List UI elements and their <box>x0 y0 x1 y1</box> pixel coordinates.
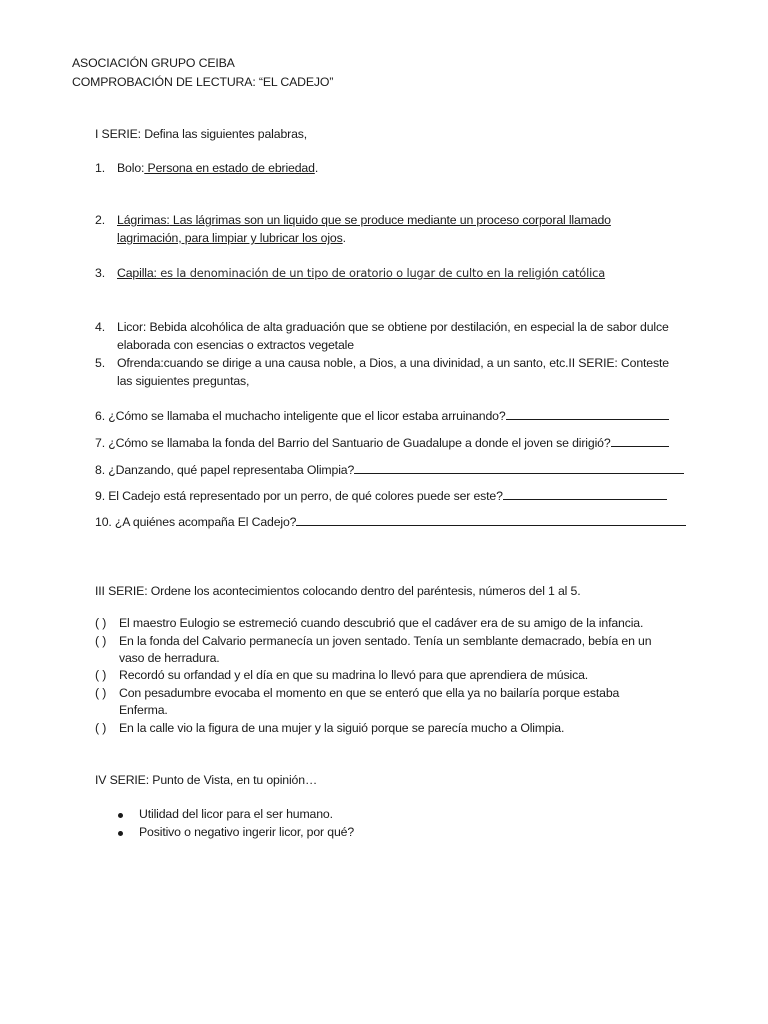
opinion-item-1: Utilidad del licor para el ser humano. <box>139 807 333 821</box>
serie4-heading: IV SERIE: Punto de Vista, en tu opinión… <box>95 773 318 787</box>
definition-text: Persona en estado de ebriedad <box>144 161 315 175</box>
term-label: Lágrimas: <box>117 213 170 227</box>
serie3-item-3 <box>95 668 588 683</box>
serie1-item-1 <box>95 161 318 176</box>
event-text: El maestro Eulogio se estremeció cuando descubrió que el cadáver era de su amigo de la infancia. <box>119 616 644 630</box>
serie1-item-4 <box>95 320 669 335</box>
item-number: 1. <box>95 161 105 175</box>
term-label: Licor: <box>117 320 147 334</box>
definition-end: . <box>342 231 346 245</box>
answer-blank[interactable] <box>506 408 669 420</box>
order-box[interactable]: ( ) <box>95 721 107 735</box>
question-7 <box>95 435 669 451</box>
question-9 <box>95 488 667 504</box>
event-text: Con pesadumbre evocaba el momento en que se enteró que ella ya no bailaría porque estaba <box>119 686 620 700</box>
order-box[interactable]: ( ) <box>95 668 107 682</box>
question-text: 6. ¿Cómo se llamaba el muchacho inteligente que el licor estaba arruinando? <box>95 409 506 423</box>
definition-end: . <box>314 161 319 175</box>
serie1-item-2-cont <box>117 231 346 246</box>
item-number: 2. <box>95 213 105 227</box>
term-label: Ofrenda: <box>117 356 164 370</box>
document-title: COMPROBACIÓN DE LECTURA: “EL CADEJO” <box>72 75 334 89</box>
serie3-item-4-cont: Enferma. <box>119 703 168 717</box>
opinion-item-2: Positivo o negativo ingerir licor, por qué? <box>139 825 355 839</box>
answer-blank[interactable] <box>296 514 686 526</box>
definition-text: es la denominación de un tipo de oratorio o lugar de culto en la religión católica <box>156 266 606 280</box>
serie3-item-4 <box>95 686 619 701</box>
org-name: ASOCIACIÓN GRUPO CEIBA <box>72 56 235 70</box>
serie1-item-5-cont: las siguientes preguntas, <box>117 374 250 388</box>
definition-text: lagrimación, para limpiar y lubricar los ojos <box>117 231 343 245</box>
item-number: 5. <box>95 356 105 370</box>
question-text: 8. ¿Danzando, qué papel representaba Olimpia? <box>95 463 355 477</box>
serie3-item-2-cont: vaso de herradura. <box>119 651 220 665</box>
order-box[interactable]: ( ) <box>95 634 107 648</box>
definition-text: cuando se dirige a una causa noble, a Dios, a una divinidad, a un santo, etc.II SERIE: Conteste <box>163 356 669 370</box>
answer-blank[interactable] <box>503 488 667 500</box>
serie3-item-1 <box>95 616 643 631</box>
serie3-item-5 <box>95 721 564 736</box>
question-10 <box>95 514 686 530</box>
definition-text: Las lágrimas son un liquido que se produce mediante un proceso corporal llamado <box>169 213 611 227</box>
item-number: 3. <box>95 266 105 280</box>
definition-text: Bebida alcohólica de alta graduación que se obtiene por destilación, en especial la de sabor dulce <box>146 320 669 334</box>
question-text: 7. ¿Cómo se llamaba la fonda del Barrio del Santuario de Guadalupe a donde el joven se dirigió? <box>95 436 611 450</box>
serie1-item-3 <box>95 266 605 281</box>
term-label: Capilla: <box>117 266 157 280</box>
serie1-heading: I SERIE: Defina las siguientes palabras, <box>95 127 308 141</box>
event-text: En la calle vio la figura de una mujer y la siguió porque se parecía mucho a Olimpia. <box>119 721 565 735</box>
question-6 <box>95 408 669 424</box>
bullet-icon <box>118 813 123 818</box>
event-text: En la fonda del Calvario permanecía un joven sentado. Tenía un semblante demacrado, bebía en un <box>119 634 652 648</box>
order-box[interactable]: ( ) <box>95 686 107 700</box>
item-number: 4. <box>95 320 105 334</box>
question-8 <box>95 462 684 478</box>
bullet-icon <box>118 831 123 836</box>
question-text: 9. El Cadejo está representado por un perro, de qué colores puede ser este? <box>95 489 503 503</box>
order-box[interactable]: ( ) <box>95 616 107 630</box>
term-label: Bolo: <box>117 161 145 175</box>
serie3-heading: III SERIE: Ordene los acontecimientos colocando dentro del paréntesis, números del 1 al 5. <box>95 584 581 598</box>
event-text: Recordó su orfandad y el día en que su madrina lo llevó para que aprendiera de música. <box>119 668 589 682</box>
question-text: 10. ¿A quiénes acompaña El Cadejo? <box>95 515 297 529</box>
serie1-item-5 <box>95 356 669 371</box>
serie3-item-2 <box>95 634 651 649</box>
serie1-item-4-cont: elaborada con esencias o extractos vegetale <box>117 338 354 352</box>
answer-blank[interactable] <box>611 435 669 447</box>
serie1-item-2 <box>95 213 611 228</box>
answer-blank[interactable] <box>354 462 684 474</box>
